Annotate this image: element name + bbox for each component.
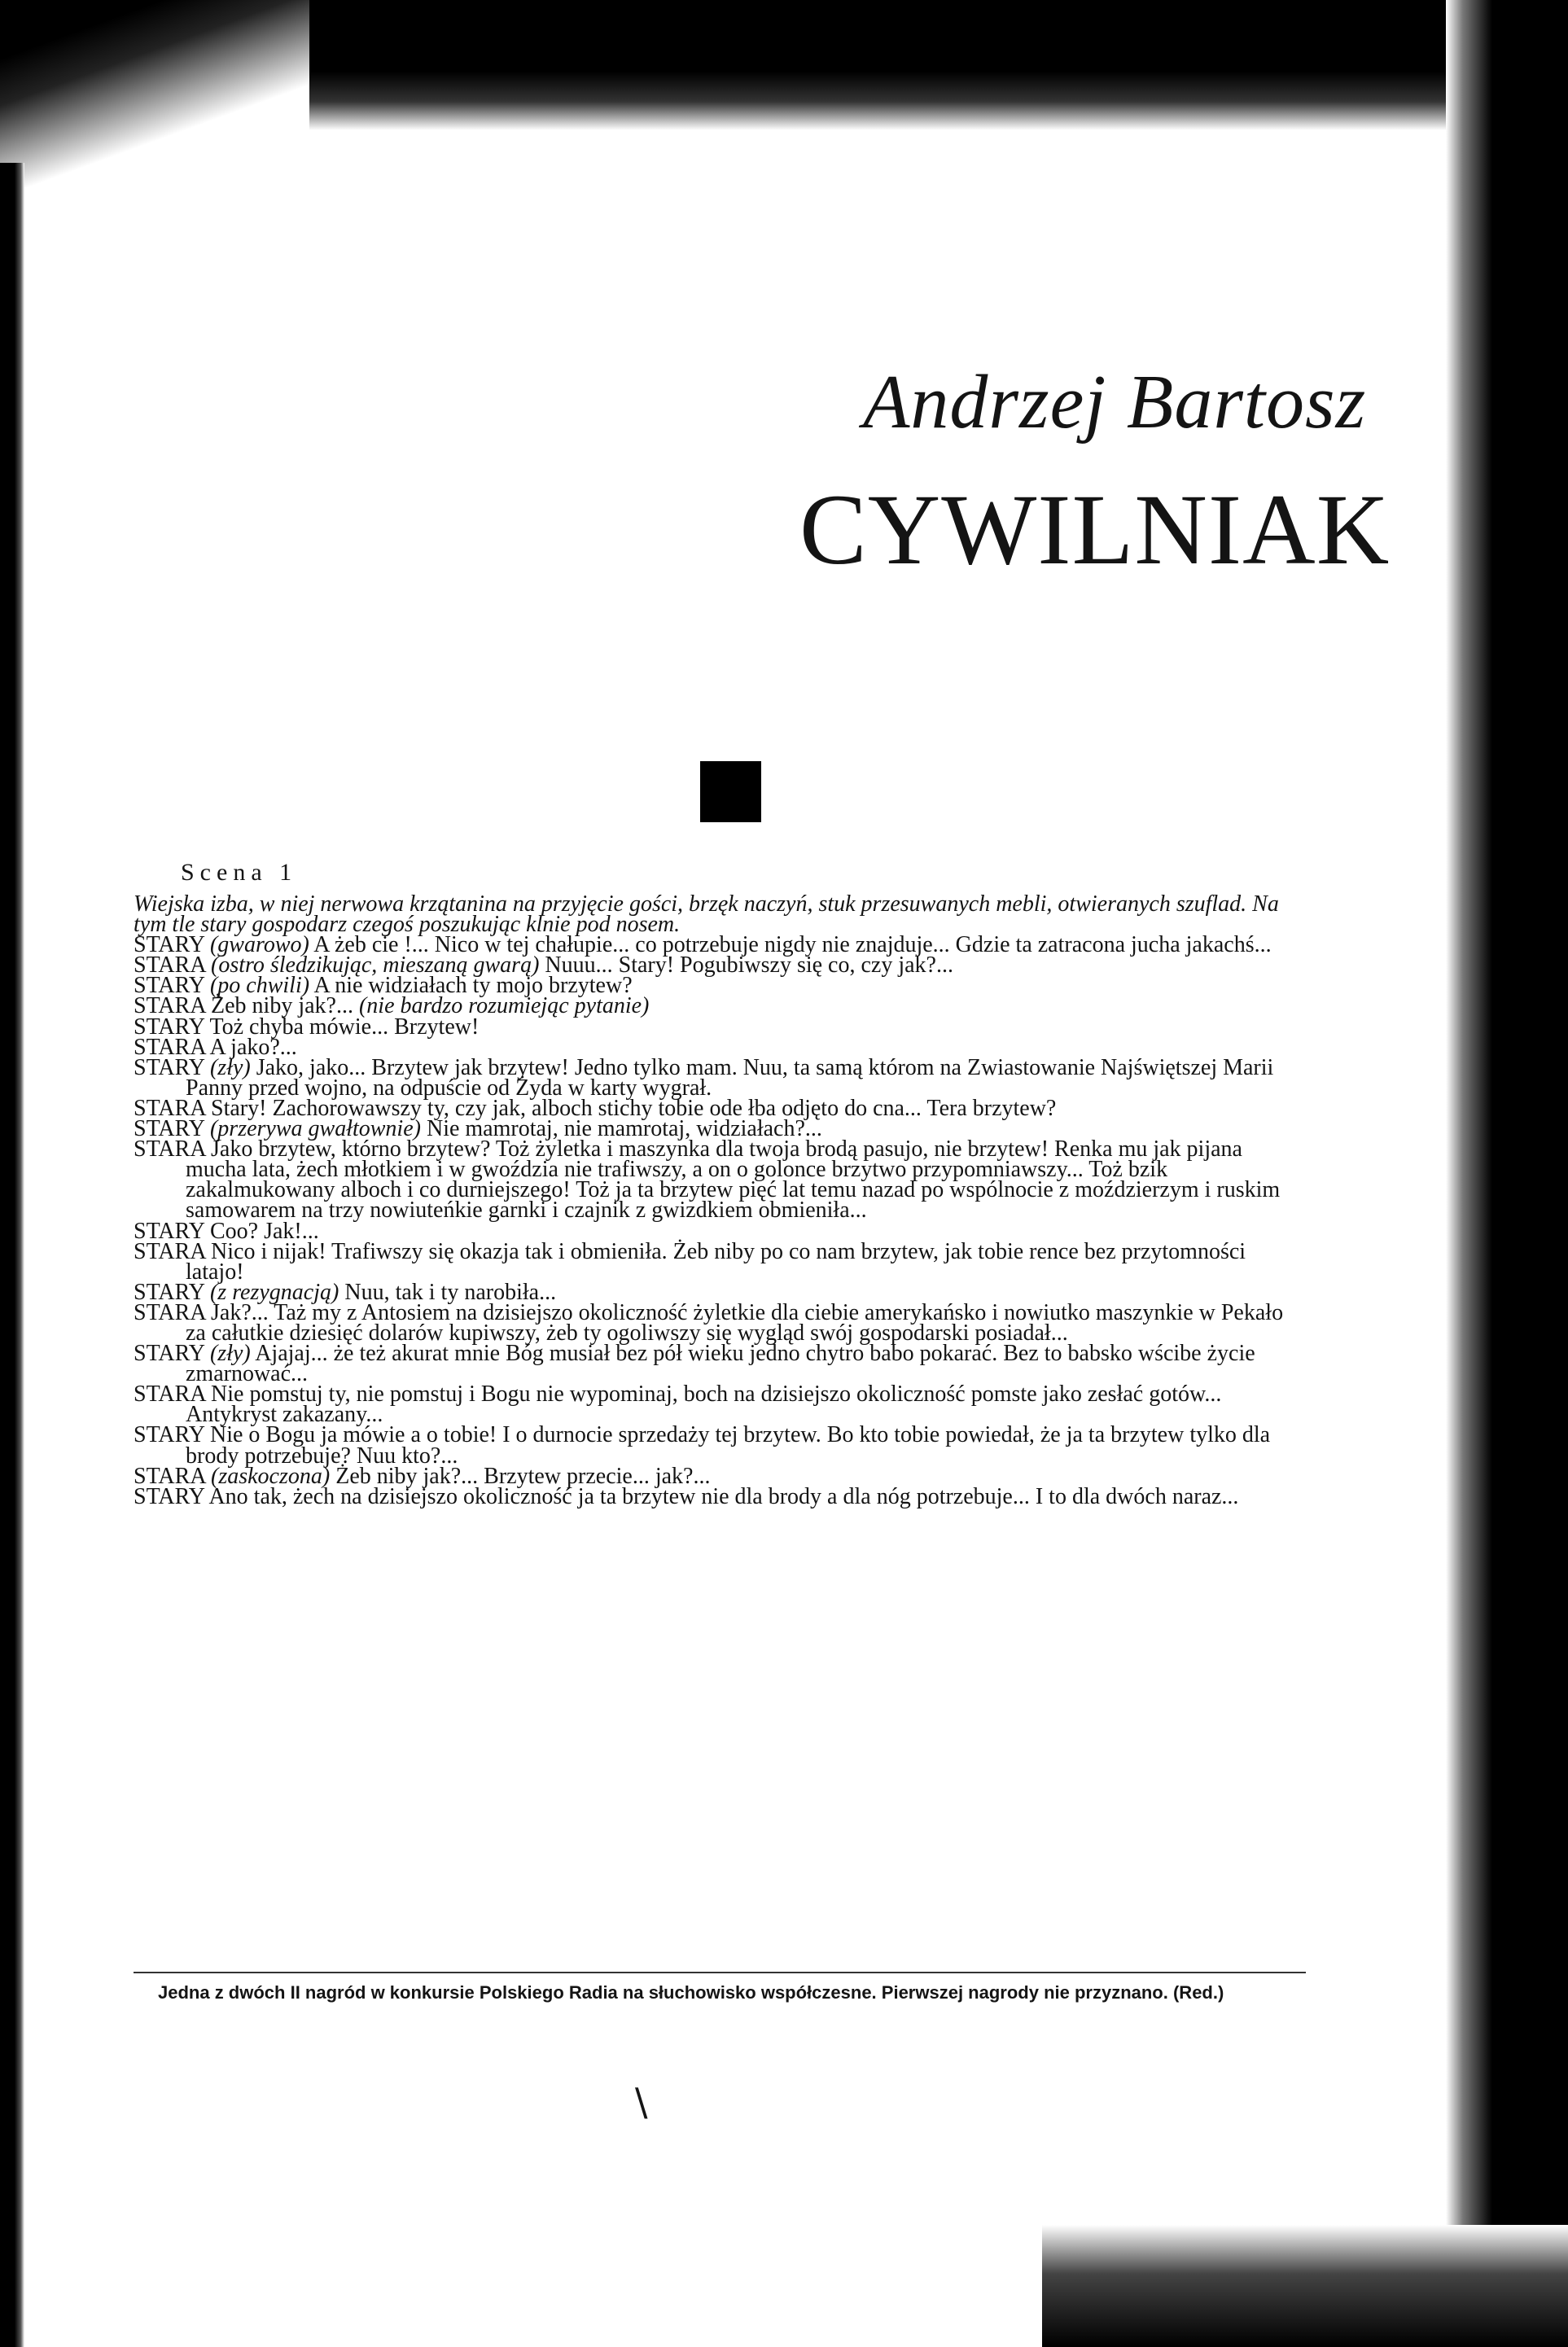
scan-shadow-right [1446,0,1568,2347]
author-name: Andrzej Bartosz [863,360,1367,444]
play-title: CYWILNIAK [799,474,1391,585]
dialogue-line: STARY (z rezygnacją) Nuu, tak i ty narobiła... [134,1279,557,1305]
dialogue-line: STARY Toż chyba mówie... Brzytew! [134,1014,480,1040]
margin-mark: \ [635,2080,648,2124]
scan-shadow-left [0,163,24,2347]
dialogue-line: STARY Coo? Jak!... [134,1218,319,1244]
dialogue-line: STARA (zaskoczona) Żeb niby jak?... Brzytew przecie... jak?... [134,1463,711,1489]
scan-shadow-bottom [1042,2225,1568,2347]
dialogue-line: STARA (ostro śledzikując, mieszaną gwarą) Nuuu... Stary! Pogubiwszy się co, czy jak?... [134,952,953,979]
dialogue-line: STARY (gwarowo) A żeb cie !... Nico w tej chałupie... co potrzebuje nigdy nie znajduje... Gdzie ta zatracona jucha jakachś... [134,932,1272,958]
dialogue-line: STARA Nico i nijak! Trafiwszy się okazja tak i obmieniła. Żeb niby po co nam brzytew, jak tobie rence bez przytomności latajo! [134,1238,1246,1285]
dialogue-line: STARY (przerywa gwałtownie) Nie mamrotaj, nie mamrotaj, widziałach?... [134,1116,822,1142]
scene-heading: Scena 1 [181,859,298,886]
footnote: Jedna z dwóch II nagród w konkursie Polskiego Radia na słuchowisko współczesne. Pierwszej nagrody nie przyznano. (Red.) [158,1982,1224,2003]
dialogue-line: STARA Nie pomstuj ty, nie pomstuj i Bogu nie wypominaj, boch na dzisiejszo okoliczność pomste jako zesłać gotów... Antykryst zakazany... [134,1381,1222,1428]
dialogue-line: STARA Jako brzytew, którno brzytew? Toż żyletka i maszynka dla twoja brodą pasujo, nie brzytew! Renka mu jak pijana mucha lata, żech młotkiem i w gwoździa nie trafiwszy, a on o golonce brzytwo przypomniawszy... Toż bzik zakalmukowany alboch i co durniejszego! Toż ja ta brzytew pięć lat temu nazad po wspólnocie z moździerzym i ruskim samowarem na trzy nowiuteńkie garnki i czajnik z gwizdkiem obmieniła... [134,1136,1281,1224]
play-text [134,891,1306,1509]
stage-direction: Wiejska izba, w niej nerwowa krzątanina na przyjęcie gości, brzęk naczyń, stuk przesuwanych mebli, otwieranych szuflad. Na tym tle stary gospodarz czegoś poszukując klnie pod nosem. [134,891,1279,938]
dialogue-line: STARA Jak?... Taż my z Antosiem na dzisiejszo okoliczność żyletkie dla ciebie amerykańsko i nowiutko maszynkie w Pekało za całutkie dziesięć dolarów kupiwszy, żeb ty ogoliwszy się wygląd swój gospodarski posiadał... [134,1299,1284,1346]
dialogue-line: STARA Stary! Zachorowawszy ty, czy jak, alboch stichy tobie ode łba odjęto do cna... Tera brzytew? [134,1095,1057,1121]
ink-block [700,761,761,822]
dialogue-line: STARY Ano tak, żech na dzisiejszo okoliczność ja ta brzytew nie dla brody a dla nóg potrzebuje... I to dla dwóch naraz... [134,1483,1239,1509]
footnote-divider [134,1972,1306,1973]
dialogue-line: STARA Żeb niby jak?... (nie bardzo rozumiejąc pytanie) [134,993,650,1019]
dialogue-line: STARY (po chwili) A nie widziałach ty mojo brzytew? [134,973,633,999]
dialogue-line: STARY Nie o Bogu ja mówie a o tobie! I o durnocie sprzedaży tej brzytew. Bo kto tobie powiedał, że ja ta brzytew tylko dla brody potrzebuje? Nuu kto?... [134,1422,1271,1469]
dialogue-line: STARA A jako?... [134,1034,297,1060]
dialogue-line: STARY (zły) Ajajaj... że też akurat mnie Bóg musiał bez pół wieku jedno chytro babo pokarać. Bez to babsko wścibe życie zmarnować... [134,1341,1255,1387]
scan-shadow-top [309,0,1568,130]
dialogue-line: STARY (zły) Jako, jako... Brzytew jak brzytew! Jedno tylko mam. Nuu, ta samą którom na Zwiastowanie Najświętszej Marii Panny przed wojno, na odpuście od Żyda w karty wygrał. [134,1054,1274,1101]
